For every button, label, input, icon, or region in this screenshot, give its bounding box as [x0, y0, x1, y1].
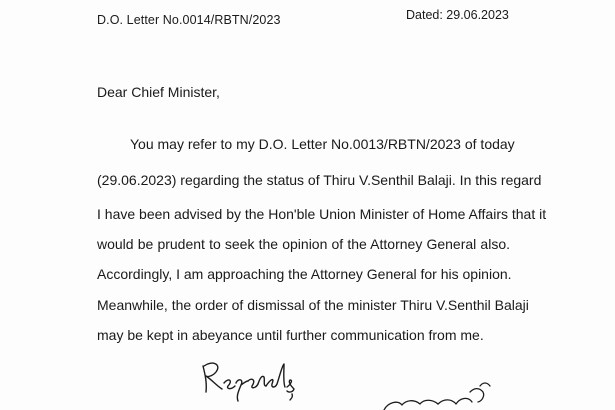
body-line: may be kept in abeyance until further communication from me.: [97, 327, 484, 343]
letter-reference-number: D.O. Letter No.0014/RBTN/2023: [97, 13, 281, 27]
letter-date: Dated: 29.06.2023: [406, 8, 509, 22]
body-line: would be prudent to seek the opinion of the Attorney General also.: [97, 236, 510, 252]
body-line: Meanwhile, the order of dismissal of the minister Thiru V.Senthil Balaji: [97, 297, 529, 313]
body-line: (29.06.2023) regarding the status of Thiru V.Senthil Balaji. In this regard: [97, 172, 542, 188]
body-line: You may refer to my D.O. Letter No.0013/RBTN/2023 of today: [130, 136, 515, 152]
salutation: Dear Chief Minister,: [97, 84, 220, 100]
body-line: I have been advised by the Hon'ble Union Minister of Home Affairs that it: [97, 206, 547, 222]
body-line: Accordingly, I am approaching the Attorney General for his opinion.: [97, 266, 512, 282]
